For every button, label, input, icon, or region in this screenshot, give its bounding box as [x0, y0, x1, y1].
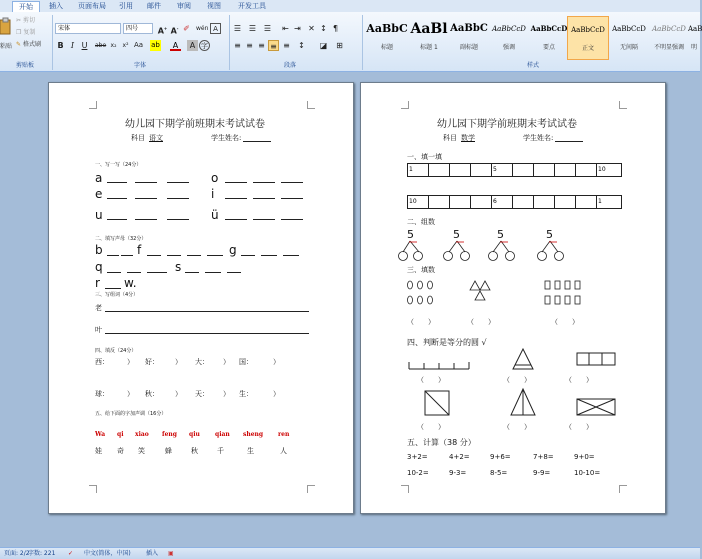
paren: ） — [273, 390, 280, 398]
margin-mark — [307, 485, 315, 493]
font-name-combo[interactable]: 宋体 — [55, 23, 121, 34]
equation: 7+8= — [533, 453, 554, 461]
grid-cell — [470, 195, 492, 209]
change-case-icon[interactable]: Aa — [133, 41, 144, 49]
grid-cell — [449, 163, 471, 177]
grid-cell — [428, 195, 450, 209]
grid-cell — [470, 163, 492, 177]
style-emphasis[interactable]: AaBbCcD 强调 — [492, 25, 526, 51]
numbering-icon[interactable]: ☰ — [248, 24, 257, 33]
antonym-item: 西： — [95, 358, 109, 366]
antonym-item: 天： — [195, 390, 209, 398]
character: 奇 — [117, 447, 124, 455]
equation: 8-5= — [490, 469, 508, 477]
enclose-char-icon[interactable]: 字 — [201, 42, 208, 50]
antonym-item: 球： — [95, 390, 109, 398]
style-heading-1[interactable]: AaBl 标题 1 — [410, 21, 448, 51]
subscript-icon[interactable]: x₂ — [110, 42, 117, 49]
word-blank — [105, 311, 309, 312]
answer-paren: （ ） — [565, 376, 593, 384]
letter: r — [95, 276, 100, 290]
tree-number: 5 — [407, 228, 414, 241]
style-title[interactable]: AaBbC 标题 — [366, 22, 408, 51]
tab-developer[interactable]: 开发工具 — [238, 2, 266, 10]
grid-cell: 1 — [596, 195, 622, 209]
tab-references[interactable]: 引用 — [119, 2, 133, 10]
margin-mark — [307, 101, 315, 109]
paren: ） — [127, 390, 134, 398]
font-color-icon[interactable]: A — [170, 40, 181, 51]
tab-mailings[interactable]: 邮件 — [147, 2, 161, 10]
antonym-item: 国： — [239, 358, 253, 366]
styles-group-label: 样式 — [526, 62, 539, 69]
grid-cell — [575, 163, 597, 177]
language[interactable]: 中文(简体，中国) — [84, 550, 131, 557]
font-group-label: 字体 — [133, 62, 146, 69]
equation: 9-9= — [533, 469, 551, 477]
margin-mark — [619, 485, 627, 493]
increase-indent-icon[interactable]: ⇥ — [294, 24, 301, 33]
tab-page-layout[interactable]: 页面布局 — [78, 2, 106, 10]
equation: 4+2= — [449, 453, 470, 461]
character: 秋 — [191, 447, 198, 455]
subject-label: 科目 — [443, 134, 457, 142]
tree-number: 5 — [546, 228, 553, 241]
antonym-item: 秋： — [145, 390, 159, 398]
tree-number: 5 — [453, 228, 460, 241]
pinyin: Wa — [95, 431, 106, 438]
grid-cell: 5 — [491, 163, 513, 177]
decrease-indent-icon[interactable]: ⇤ — [282, 24, 289, 33]
name-blank — [243, 141, 271, 142]
char-shading-icon[interactable]: A — [187, 40, 198, 51]
answer-paren: （ ） — [503, 423, 531, 431]
paste-label: 粘贴 — [0, 43, 13, 50]
paste-button[interactable] — [0, 16, 12, 44]
equation: 9+6= — [490, 453, 511, 461]
distributed-icon[interactable]: ≡ — [283, 41, 290, 50]
paren: ） — [175, 358, 182, 366]
bullets-icon[interactable]: ☰ — [233, 24, 242, 33]
section-heading: 三、填数 — [407, 266, 435, 274]
status-bar — [0, 547, 700, 559]
page-count[interactable]: 页面: 2/2 — [4, 550, 30, 557]
equation: 3+2= — [407, 453, 428, 461]
grid-cell — [512, 195, 534, 209]
align-right-icon[interactable]: ≡ — [258, 41, 265, 50]
style-strong[interactable]: AaBbCcD 要点 — [530, 24, 568, 51]
letter: ü — [211, 208, 219, 222]
multilevel-list-icon[interactable]: ☰ — [263, 24, 272, 33]
paste-icon — [0, 16, 12, 42]
antonym-item: 好： — [145, 358, 159, 366]
tab-insert[interactable]: 插入 — [49, 2, 63, 10]
character: 人 — [280, 447, 287, 455]
clear-format-icon[interactable]: ✐ — [183, 24, 190, 33]
pinyin: xiao — [135, 431, 149, 438]
margin-mark — [89, 485, 97, 493]
equation: 10-10= — [574, 469, 601, 477]
grid-cell — [428, 163, 450, 177]
antonym-item: 大： — [195, 358, 209, 366]
equal-parts-shapes — [407, 349, 627, 425]
margin-mark — [89, 101, 97, 109]
page-title: 幼儿园下期学前班期末考试试卷 — [125, 119, 265, 130]
word-count[interactable]: 字数: 221 — [28, 550, 56, 557]
section-heading: 二、填写声母（32分） — [95, 236, 147, 242]
subject-value: 数学 — [461, 134, 475, 142]
answer-paren: （ ） — [417, 423, 445, 431]
subject-value: 语文 — [149, 134, 163, 142]
answer-paren: （ ） — [565, 423, 593, 431]
font-size-combo[interactable]: 四号 — [123, 23, 153, 34]
grid-cell — [533, 195, 555, 209]
letter: e — [95, 187, 103, 201]
grid-cell: 10 — [596, 163, 622, 177]
underline-icon[interactable]: U — [81, 41, 88, 50]
cut-button[interactable]: ✂ 剪切 — [16, 17, 35, 24]
document-page-2[interactable] — [360, 82, 666, 514]
superscript-icon[interactable]: x² — [122, 42, 129, 49]
pinyin: feng — [162, 431, 177, 438]
answer-paren: （ ） — [467, 318, 495, 326]
section-heading: 三、写组词（4分） — [95, 292, 139, 298]
shading-icon[interactable]: ◪ — [319, 41, 328, 50]
macro-record-icon[interactable]: ▣ — [168, 550, 174, 557]
antonym-item: 生： — [239, 390, 253, 398]
copy-icon: ❐ — [16, 29, 22, 36]
separator — [362, 15, 363, 70]
format-painter-button[interactable]: ✎ 格式刷 — [16, 41, 41, 48]
grid-cell: 10 — [407, 195, 429, 209]
paragraph-group-label: 段落 — [283, 62, 296, 69]
student-name-label: 学生姓名: — [211, 134, 242, 142]
show-marks-icon[interactable]: ¶ — [332, 24, 339, 33]
bold-icon[interactable]: B — [57, 41, 64, 50]
highlight-icon[interactable]: ab — [151, 41, 160, 49]
grid-cell — [512, 163, 534, 177]
style-more[interactable]: AaB 明 — [688, 25, 702, 51]
insert-mode[interactable]: 插入 — [146, 550, 159, 557]
letter: b — [95, 243, 103, 257]
word-prompt: 叶 — [95, 326, 102, 334]
word-blank — [105, 333, 309, 334]
italic-icon[interactable]: I — [70, 41, 75, 50]
brush-icon: ✎ — [16, 41, 22, 48]
margin-mark — [401, 101, 409, 109]
word-prompt: 老 — [95, 304, 102, 312]
phonetic-guide-icon[interactable]: wén — [196, 25, 209, 32]
clipboard-group-label: 剪贴板 — [15, 62, 34, 69]
equation: 10-2= — [407, 469, 429, 477]
copy-button[interactable]: ❐ 复制 — [16, 29, 36, 36]
section-heading: 五、计算（38 分） — [407, 438, 476, 447]
paren: ） — [127, 358, 134, 366]
tab-review[interactable]: 审阅 — [177, 2, 191, 10]
section-heading: 一、填一填 — [407, 153, 442, 161]
grid-cell — [575, 195, 597, 209]
margin-mark — [619, 101, 627, 109]
pinyin: ren — [278, 431, 290, 438]
align-center-icon[interactable]: ≡ — [246, 41, 253, 50]
grid-cell — [554, 195, 576, 209]
sort-icon[interactable]: ↕ — [320, 24, 327, 33]
separator — [52, 15, 53, 70]
ribbon — [0, 12, 700, 72]
borders-icon[interactable]: ⊞ — [336, 41, 343, 50]
char-border-icon[interactable]: A — [210, 23, 221, 34]
answer-paren: （ ） — [551, 318, 579, 326]
paren: ） — [273, 358, 280, 366]
letter: w. — [124, 276, 137, 290]
tree-number: 5 — [497, 228, 504, 241]
section-heading: 五、给下面的字加声调（16分） — [95, 411, 167, 417]
letter: i — [211, 187, 215, 201]
grow-font-icon[interactable]: A+ — [157, 26, 168, 36]
shrink-font-icon[interactable]: A- — [170, 26, 179, 36]
tab-home[interactable]: 开始 — [12, 1, 40, 12]
pinyin: qian — [215, 431, 230, 438]
section-heading: 一、写一写（24分） — [95, 162, 142, 168]
grid-cell — [449, 195, 471, 209]
answer-paren: （ ） — [417, 376, 445, 384]
document-page-1[interactable] — [48, 82, 354, 514]
grid-cell: 1 — [407, 163, 429, 177]
separator — [229, 15, 230, 70]
answer-paren: （ ） — [407, 318, 435, 326]
margin-mark — [401, 485, 409, 493]
ribbon-tabs — [0, 0, 700, 12]
tab-view[interactable]: 视图 — [207, 2, 221, 10]
paren: ） — [175, 390, 182, 398]
character: 蜂 — [165, 447, 172, 455]
answer-paren: （ ） — [503, 376, 531, 384]
character: 笑 — [138, 447, 145, 455]
equation: 9+0= — [574, 453, 595, 461]
align-left-icon[interactable]: ≡ — [234, 41, 241, 50]
scissors-icon: ✂ — [16, 17, 22, 24]
letter: o — [211, 171, 219, 185]
paren: ） — [223, 390, 230, 398]
letter: g — [229, 243, 237, 257]
chinese-layout-icon[interactable]: ✕ — [308, 24, 315, 33]
section-heading: 四、判断是等分的圆 √ — [407, 338, 487, 347]
style-subtitle[interactable]: AaBbC 副标题 — [450, 23, 488, 51]
equation: 9-3= — [449, 469, 467, 477]
student-name-label: 学生姓名: — [523, 134, 554, 142]
name-blank — [555, 141, 583, 142]
pinyin: qiu — [189, 431, 200, 438]
section-heading: 二、组数 — [407, 218, 435, 226]
grid-cell: 6 — [491, 195, 513, 209]
letter: q — [95, 260, 103, 274]
letter: s — [175, 260, 182, 274]
character: 千 — [217, 447, 224, 455]
line-spacing-icon[interactable]: ↕ — [298, 41, 305, 50]
strikethrough-icon[interactable]: abe — [95, 42, 107, 49]
grid-cell — [554, 163, 576, 177]
page-title: 幼儿园下期学前班期末考试试卷 — [437, 119, 577, 130]
subject-label: 科目 — [131, 134, 145, 142]
section-heading: 四、填反（24分） — [95, 348, 137, 354]
character: 生 — [247, 447, 254, 455]
pinyin: sheng — [243, 431, 264, 438]
letter: u — [95, 208, 103, 222]
counting-shapes — [405, 278, 615, 310]
letter: a — [95, 171, 103, 185]
pinyin: qi — [117, 431, 124, 438]
justify-icon[interactable]: ≡ — [268, 40, 279, 51]
letter: f — [137, 243, 142, 257]
style-normal[interactable]: AaBbCcD 正文 — [567, 16, 609, 60]
spellcheck-icon[interactable]: ✓ — [68, 550, 74, 557]
style-subtle-emphasis[interactable]: AaBbCcD 不明显强调 — [652, 25, 686, 51]
grid-cell — [533, 163, 555, 177]
paren: ） — [223, 358, 230, 366]
number-bond-diagrams — [397, 239, 567, 265]
style-no-spacing[interactable]: AaBbCcD 无间隔 — [612, 25, 646, 51]
character: 娃 — [95, 447, 102, 455]
